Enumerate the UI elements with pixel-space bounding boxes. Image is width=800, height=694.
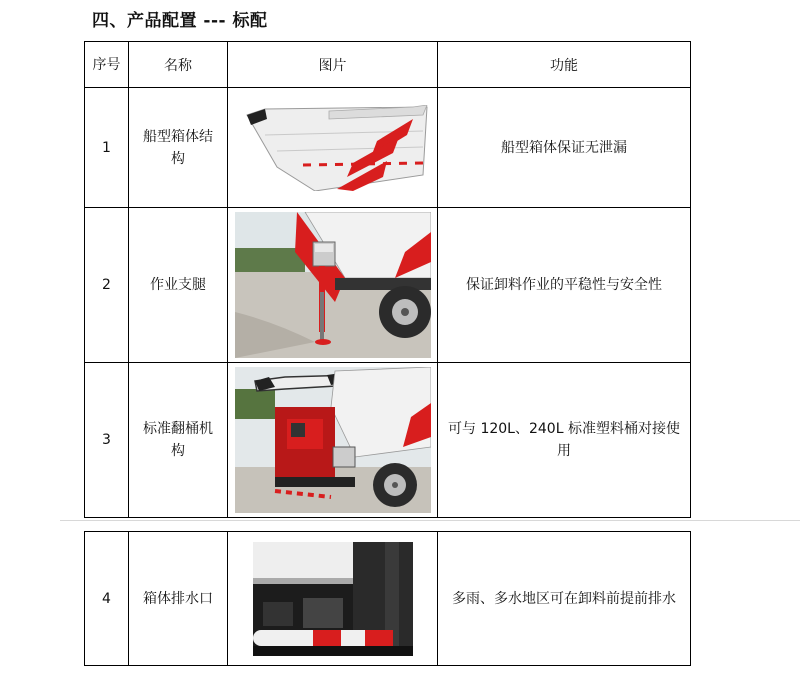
row-name: 标准翻桶机构 [129,363,228,518]
section-heading: 四、产品配置 --- 标配 [92,11,268,31]
drain-outlet-photo [253,542,413,656]
row-picture [228,532,438,666]
boat-shaped-body-photo [237,105,429,191]
config-table [84,41,691,518]
row-function: 多雨、多水地区可在卸料前提前排水 [438,532,691,666]
table-row [85,88,691,208]
config-table-continued [84,531,691,666]
header-no: 序号 [85,42,129,88]
row-number: 3 [85,363,129,518]
row-function: 可与 120L、240L 标准塑料桶对接使用 [438,363,691,518]
table-row [85,532,691,666]
row-function: 船型箱体保证无泄漏 [438,88,691,208]
row-name: 船型箱体结构 [129,88,228,208]
row-picture [228,88,438,208]
row-number: 4 [85,532,129,666]
row-number: 2 [85,208,129,363]
table-row [85,363,691,518]
table-header-row [85,42,691,88]
table-row [85,208,691,363]
row-picture [228,208,438,363]
row-name: 作业支腿 [129,208,228,363]
bin-lifter-photo [235,367,431,513]
row-name: 箱体排水口 [129,532,228,666]
row-picture [228,363,438,518]
row-number: 1 [85,88,129,208]
header-function: 功能 [438,42,691,88]
header-name: 名称 [129,42,228,88]
header-picture: 图片 [228,42,438,88]
support-leg-photo [235,212,431,358]
row-function: 保证卸料作业的平稳性与安全性 [438,208,691,363]
